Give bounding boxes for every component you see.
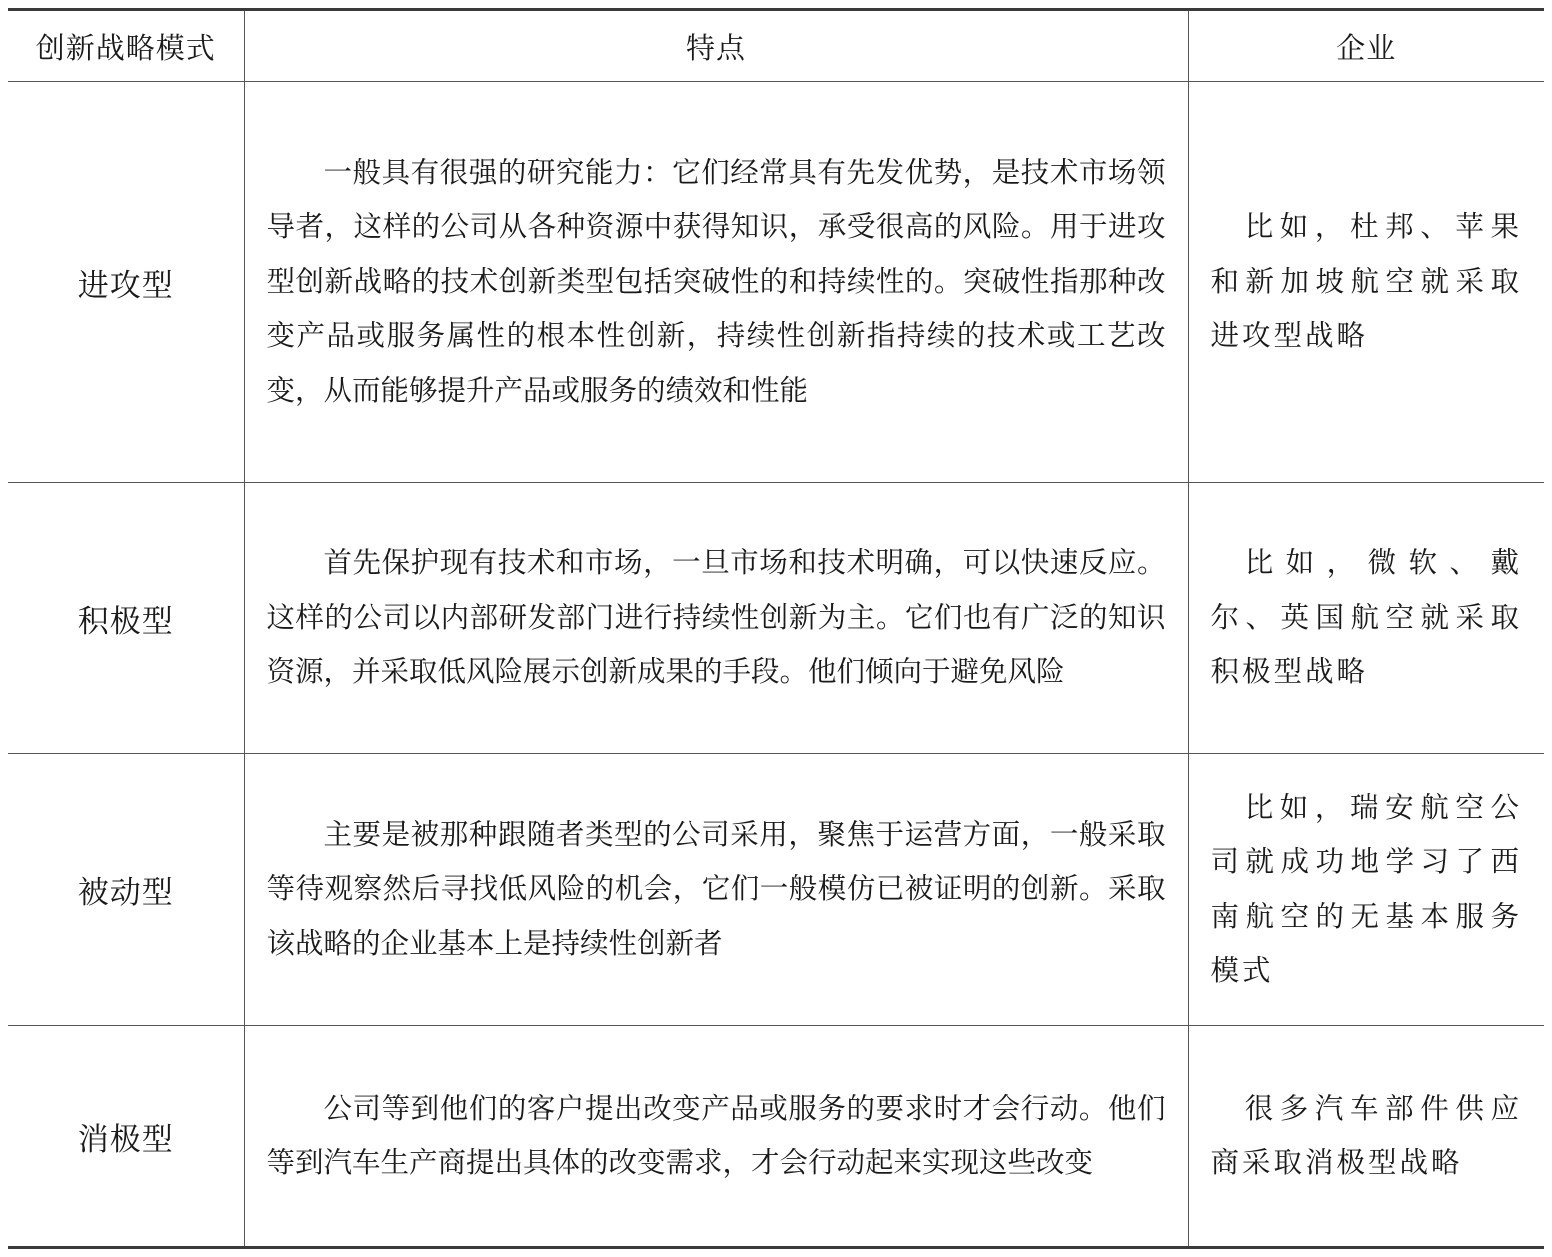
table-row — [8, 82, 1544, 483]
row-features: 一般具有很强的研究能力：它们经常具有先发优势，是技术市场领导者，这样的公司从各种资源中获得知识，承受很高的风险。用于进攻型创新战略的技术创新类型包括突破性的和持续性的。突破性指那种改变产品或服务属性的根本性创新，持续性创新指持续的技术或工艺改变，从而能够提升产品或服务的绩效和性能 — [244, 82, 1188, 483]
table-row — [8, 1026, 1544, 1248]
row-mode-offensive: 进攻型 — [8, 82, 244, 483]
row-enterprises: 很多汽车部件供应商采取消极型战略 — [1188, 1026, 1544, 1248]
table-row — [8, 483, 1544, 754]
innovation-strategy-table — [8, 8, 1544, 1249]
row-features: 公司等到他们的客户提出改变产品或服务的要求时才会行动。他们等到汽车生产商提出具体的改变需求，才会行动起来实现这些改变 — [244, 1026, 1188, 1248]
header-features: 特点 — [244, 10, 1188, 82]
header-enterprises: 企业 — [1188, 10, 1544, 82]
table-header — [8, 10, 1544, 82]
table-row — [8, 754, 1544, 1026]
table-body — [8, 82, 1544, 1248]
row-features: 主要是被那种跟随者类型的公司采用，聚焦于运营方面，一般采取等待观察然后寻找低风险的机会，它们一般模仿已被证明的创新。采取该战略的企业基本上是持续性创新者 — [244, 754, 1188, 1026]
row-enterprises: 比如，微软、戴尔、英国航空就采取积极型战略 — [1188, 483, 1544, 754]
row-mode-active: 积极型 — [8, 483, 244, 754]
row-mode-reactive: 被动型 — [8, 754, 244, 1026]
header-row — [8, 10, 1544, 82]
row-enterprises: 比如，瑞安航空公司就成功地学习了西南航空的无基本服务模式 — [1188, 754, 1544, 1026]
row-enterprises: 比如，杜邦、苹果和新加坡航空就采取进攻型战略 — [1188, 82, 1544, 483]
header-mode: 创新战略模式 — [8, 10, 244, 82]
row-features: 首先保护现有技术和市场，一旦市场和技术明确，可以快速反应。这样的公司以内部研发部门进行持续性创新为主。它们也有广泛的知识资源，并采取低风险展示创新成果的手段。他们倾向于避免风险 — [244, 483, 1188, 754]
row-mode-passive: 消极型 — [8, 1026, 244, 1248]
